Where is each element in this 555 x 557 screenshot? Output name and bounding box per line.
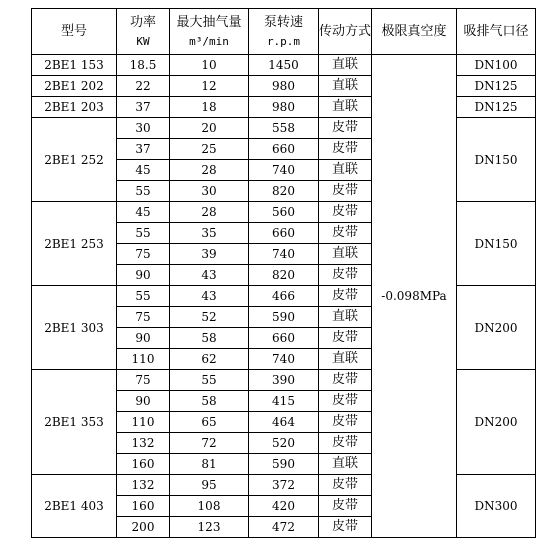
table-row <box>32 370 536 391</box>
inlet-cell: DN200 <box>457 370 536 475</box>
header-flow-unit: m³/min <box>189 34 229 48</box>
power-cell: 160 <box>117 454 170 475</box>
header-inlet: 吸排气口径 <box>457 9 536 55</box>
drive-cell: 直联 <box>319 307 372 328</box>
speed-cell: 660 <box>249 139 319 160</box>
inlet-cell: DN150 <box>457 118 536 202</box>
table-row <box>32 286 536 307</box>
model-cell: 2BE1 353 <box>32 370 117 475</box>
drive-cell: 皮带 <box>319 181 372 202</box>
flow-cell: 43 <box>170 265 249 286</box>
speed-cell: 372 <box>249 475 319 496</box>
flow-cell: 108 <box>170 496 249 517</box>
power-cell: 75 <box>117 244 170 265</box>
flow-cell: 39 <box>170 244 249 265</box>
drive-cell: 皮带 <box>319 265 372 286</box>
drive-cell: 皮带 <box>319 412 372 433</box>
power-cell: 55 <box>117 181 170 202</box>
drive-cell: 皮带 <box>319 370 372 391</box>
speed-cell: 1450 <box>249 55 319 76</box>
flow-cell: 81 <box>170 454 249 475</box>
table-row <box>32 202 536 223</box>
speed-cell: 740 <box>249 160 319 181</box>
flow-cell: 30 <box>170 181 249 202</box>
inlet-cell: DN100 <box>457 55 536 76</box>
header-flow-label: 最大抽气量 <box>176 14 242 30</box>
flow-cell: 28 <box>170 202 249 223</box>
power-cell: 110 <box>117 412 170 433</box>
flow-cell: 55 <box>170 370 249 391</box>
flow-cell: 18 <box>170 97 249 118</box>
drive-cell: 直联 <box>319 454 372 475</box>
speed-cell: 820 <box>249 181 319 202</box>
header-power-unit: KW <box>136 34 150 48</box>
power-cell: 75 <box>117 307 170 328</box>
header-speed-unit: r.p.m <box>266 34 301 48</box>
header-speed <box>249 9 319 55</box>
drive-cell: 直联 <box>319 160 372 181</box>
flow-cell: 58 <box>170 328 249 349</box>
power-cell: 90 <box>117 265 170 286</box>
speed-cell: 820 <box>249 265 319 286</box>
header-speed-label: 泵转速 <box>263 14 303 30</box>
speed-cell: 520 <box>249 433 319 454</box>
drive-cell: 直联 <box>319 97 372 118</box>
drive-cell: 皮带 <box>319 202 372 223</box>
speed-cell: 590 <box>249 307 319 328</box>
speed-cell: 390 <box>249 370 319 391</box>
drive-cell: 皮带 <box>319 286 372 307</box>
power-cell: 132 <box>117 475 170 496</box>
drive-cell: 直联 <box>319 349 372 370</box>
flow-cell: 10 <box>170 55 249 76</box>
drive-cell: 皮带 <box>319 139 372 160</box>
drive-cell: 皮带 <box>319 118 372 139</box>
speed-cell: 472 <box>249 517 319 538</box>
speed-cell: 660 <box>249 223 319 244</box>
power-cell: 45 <box>117 202 170 223</box>
table-row <box>32 97 536 118</box>
header-row <box>32 9 536 55</box>
speed-cell: 466 <box>249 286 319 307</box>
table-row <box>32 475 536 496</box>
flow-cell: 35 <box>170 223 249 244</box>
header-vacuum: 极限真空度 <box>372 9 457 55</box>
power-cell: 37 <box>117 97 170 118</box>
power-cell: 75 <box>117 370 170 391</box>
flow-cell: 28 <box>170 160 249 181</box>
model-cell: 2BE1 403 <box>32 475 117 538</box>
header-power-label: 功率 <box>129 14 156 30</box>
drive-cell: 皮带 <box>319 496 372 517</box>
model-cell: 2BE1 153 <box>32 55 117 76</box>
power-cell: 55 <box>117 286 170 307</box>
speed-cell: 980 <box>249 97 319 118</box>
power-cell: 37 <box>117 139 170 160</box>
flow-cell: 65 <box>170 412 249 433</box>
inlet-cell: DN125 <box>457 97 536 118</box>
power-cell: 200 <box>117 517 170 538</box>
flow-cell: 95 <box>170 475 249 496</box>
speed-cell: 660 <box>249 328 319 349</box>
model-cell: 2BE1 303 <box>32 286 117 370</box>
speed-cell: 980 <box>249 76 319 97</box>
flow-cell: 58 <box>170 391 249 412</box>
flow-cell: 123 <box>170 517 249 538</box>
inlet-cell: DN150 <box>457 202 536 286</box>
drive-cell: 皮带 <box>319 433 372 454</box>
drive-cell: 皮带 <box>319 517 372 538</box>
speed-cell: 415 <box>249 391 319 412</box>
model-cell: 2BE1 253 <box>32 202 117 286</box>
power-cell: 45 <box>117 160 170 181</box>
power-cell: 160 <box>117 496 170 517</box>
inlet-cell: DN200 <box>457 286 536 370</box>
spec-table-container <box>31 8 535 538</box>
flow-cell: 72 <box>170 433 249 454</box>
drive-cell: 直联 <box>319 76 372 97</box>
flow-cell: 25 <box>170 139 249 160</box>
speed-cell: 740 <box>249 244 319 265</box>
model-cell: 2BE1 252 <box>32 118 117 202</box>
power-cell: 22 <box>117 76 170 97</box>
power-cell: 18.5 <box>117 55 170 76</box>
power-cell: 110 <box>117 349 170 370</box>
header-drive: 传动方式 <box>319 9 372 55</box>
model-cell: 2BE1 203 <box>32 97 117 118</box>
drive-cell: 皮带 <box>319 475 372 496</box>
inlet-cell: DN300 <box>457 475 536 538</box>
power-cell: 30 <box>117 118 170 139</box>
flow-cell: 12 <box>170 76 249 97</box>
table-header <box>32 9 536 55</box>
power-cell: 132 <box>117 433 170 454</box>
speed-cell: 740 <box>249 349 319 370</box>
header-flow <box>170 9 249 55</box>
pump-spec-table <box>31 8 536 538</box>
speed-cell: 560 <box>249 202 319 223</box>
drive-cell: 直联 <box>319 244 372 265</box>
table-row <box>32 118 536 139</box>
power-cell: 90 <box>117 391 170 412</box>
power-cell: 55 <box>117 223 170 244</box>
inlet-cell: DN125 <box>457 76 536 97</box>
speed-cell: 420 <box>249 496 319 517</box>
header-model: 型号 <box>32 9 117 55</box>
drive-cell: 皮带 <box>319 328 372 349</box>
flow-cell: 43 <box>170 286 249 307</box>
vacuum-cell: -0.098MPa <box>372 55 457 538</box>
speed-cell: 464 <box>249 412 319 433</box>
drive-cell: 皮带 <box>319 223 372 244</box>
table-row <box>32 55 536 76</box>
flow-cell: 52 <box>170 307 249 328</box>
table-row <box>32 76 536 97</box>
flow-cell: 62 <box>170 349 249 370</box>
power-cell: 90 <box>117 328 170 349</box>
drive-cell: 皮带 <box>319 391 372 412</box>
model-cell: 2BE1 202 <box>32 76 117 97</box>
header-power <box>117 9 170 55</box>
drive-cell: 直联 <box>319 55 372 76</box>
table-body <box>32 55 536 538</box>
speed-cell: 558 <box>249 118 319 139</box>
flow-cell: 20 <box>170 118 249 139</box>
speed-cell: 590 <box>249 454 319 475</box>
